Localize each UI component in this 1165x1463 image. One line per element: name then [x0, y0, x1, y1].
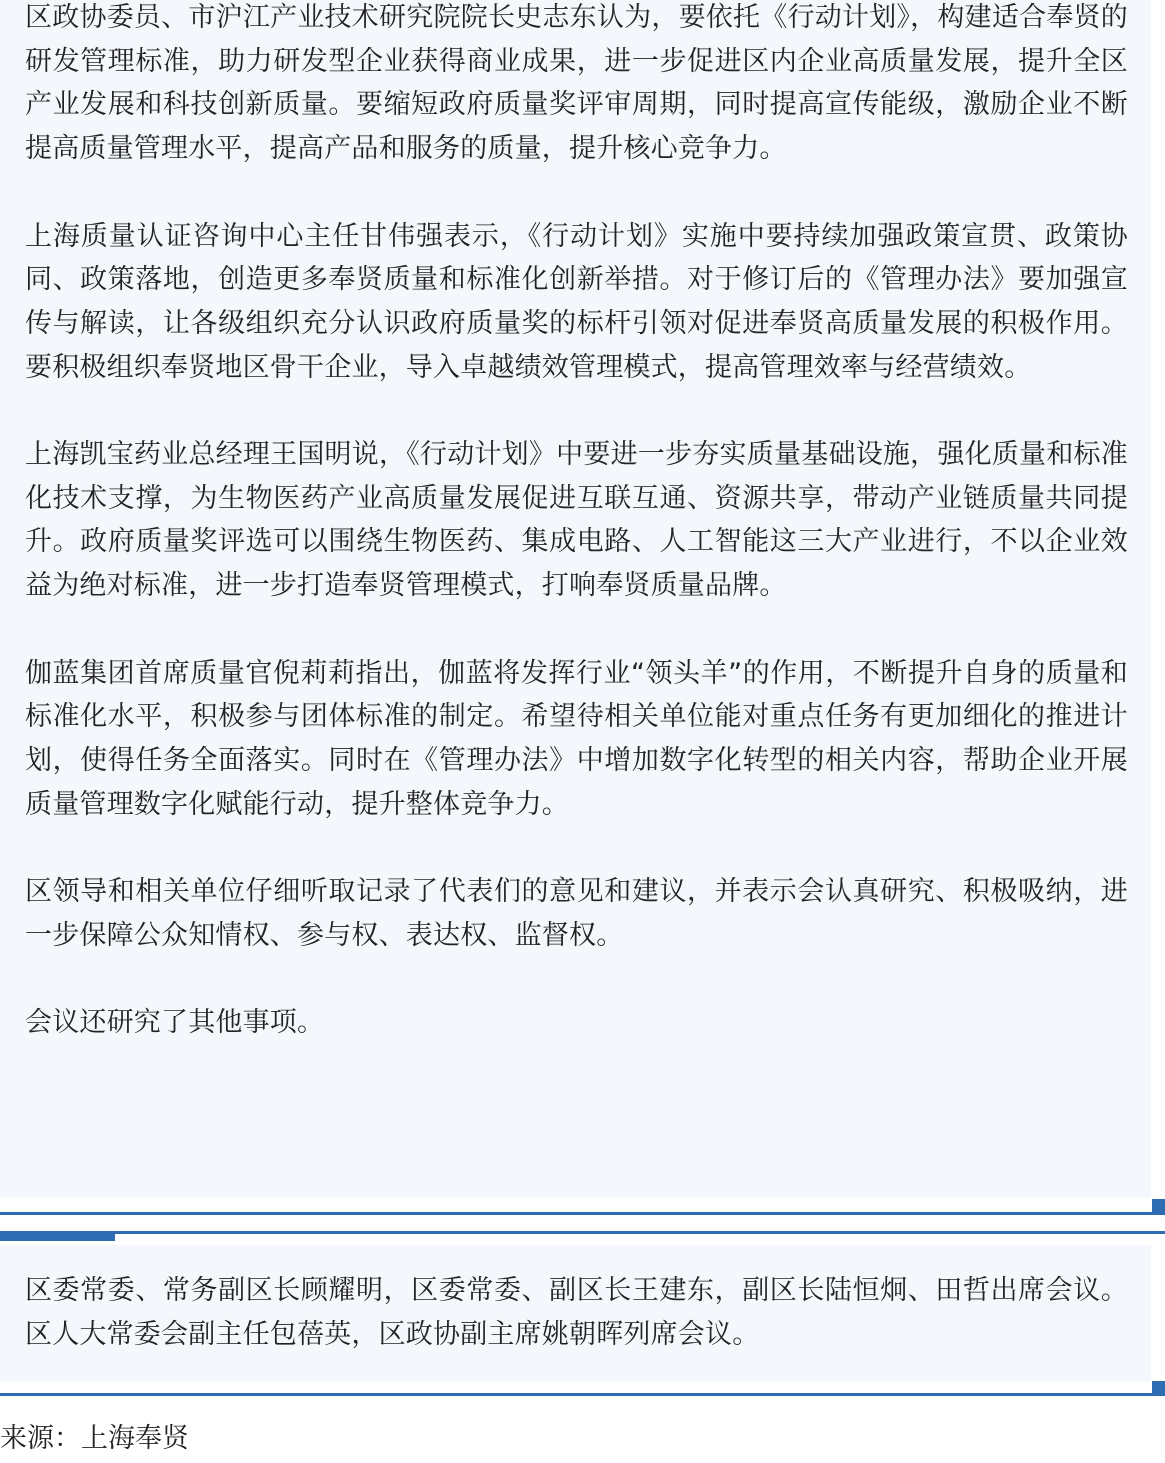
source-credit: 来源：上海奉贤: [0, 1423, 189, 1454]
attendance-paragraph: 区委常委、常务副区长顾耀明，区委常委、副区长王建东，副区长陆恒炯、田哲出席会议。区人大常委会副主任包蓓英，区政协副主席姚朝晖列席会议。: [25, 1275, 1128, 1350]
paragraph-gan-weiqiang: 上海质量认证咨询中心主任甘伟强表示，《行动计划》实施中要持续加强政策宣贯、政策协同、政策落地，创造更多奉贤质量和标准化创新举措。对于修订后的《管理办法》要加强宣传与解读，让各级组织充分认识政府质量奖的标杆引领对促进奉贤高质量发展的积极作用。要积极组织奉贤地区骨干企业，导入卓越绩效管理模式，提高管理效率与经营绩效。: [25, 220, 1128, 383]
attendance-bottom-line: [0, 1393, 1165, 1396]
attendance-top-line: [0, 1231, 1165, 1234]
attendance-corner-mark: [1152, 1381, 1165, 1395]
article-text: [25, 0, 1128, 1045]
section-divider-corner-mark: [1152, 1199, 1165, 1213]
attendance-tab-mark: [0, 1234, 115, 1241]
paragraph-other-matters: 会议还研究了其他事项。: [25, 1007, 325, 1039]
paragraph-shi-zhidong: 区政协委员、市沪江产业技术研究院院长史志东认为，要依托《行动计划》，构建适合奉贤的研发管理标准，助力研发型企业获得商业成果，进一步促进区内企业高质量发展，提升全区产业发展和科技创新质量。要缩短政府质量奖评审周期，同时提高宣传能级，激励企业不断提高质量管理水平，提高产品和服务的质量，提升核心竞争力。: [25, 2, 1128, 165]
section-divider-line: [0, 1212, 1165, 1215]
paragraph-leaders-response: 区领导和相关单位仔细听取记录了代表们的意见和建议，并表示会认真研究、积极吸纳，进一步保障公众知情权、参与权、表达权、监督权。: [25, 876, 1128, 951]
paragraph-ni-lili: 伽蓝集团首席质量官倪莉莉指出，伽蓝将发挥行业“领头羊”的作用，不断提升自身的质量和标准化水平，积极参与团体标准的制定。希望待相关单位能对重点任务有更加细化的推进计划，使得任务全面落实。同时在《管理办法》中增加数字化转型的相关内容，帮助企业开展质量管理数字化赋能行动，提升整体竞争力。: [25, 657, 1128, 820]
attendance-box: [0, 1245, 1151, 1381]
paragraph-wang-guoming: 上海凯宝药业总经理王国明说，《行动计划》中要进一步夯实质量基础设施，强化质量和标准化技术支撑，为生物医药产业高质量发展促进互联互通、资源共享，带动产业链质量共同提升。政府质量奖评选可以围绕生物医药、集成电路、人工智能这三大产业进行，不以企业效益为绝对标准，进一步打造奉贤管理模式，打响奉贤质量品牌。: [25, 439, 1128, 602]
